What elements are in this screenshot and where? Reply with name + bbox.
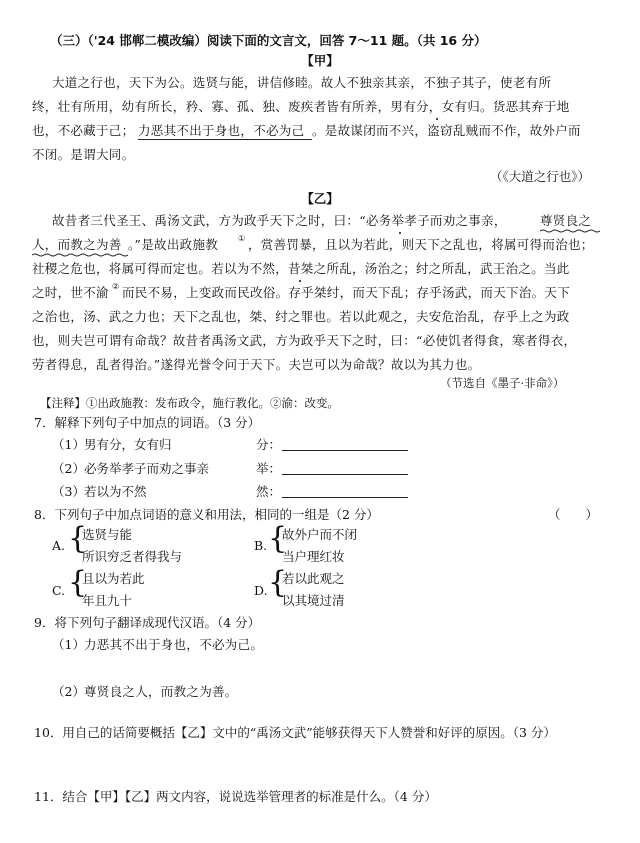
q8-option-d-sentence-2: 以其境过清	[282, 593, 345, 608]
passage-yi-label: 【乙】	[301, 191, 339, 206]
q7-title: 7．解释下列句子中加点的词语。（3 分）	[34, 415, 261, 430]
emphasis-dot-ju	[399, 232, 401, 234]
emphasis-dot-fen	[436, 118, 438, 120]
yi-line-4a: 之时，世不渝	[32, 285, 109, 300]
jia-underlined-sentence: 力恶其不出于身也，不必为己	[138, 123, 305, 138]
q11-title: 11．结合【甲】【乙】两文内容，说说选举管理者的标准是什么。（4 分）	[34, 789, 437, 804]
q8-answer-paren[interactable]: （ ）	[548, 507, 599, 522]
q8-option-b-sentence-1: 故外户而不闭	[282, 527, 358, 542]
jia-line-3a: 也，不必藏于己；	[32, 123, 135, 138]
yi-line-1b: 尊贤良之	[540, 213, 592, 228]
q7-answer-3-field[interactable]	[282, 497, 408, 498]
q7-item3-word: 然：	[256, 484, 282, 499]
yi-line-2a: 人，而教之为善	[32, 237, 122, 252]
q8-option-d-label[interactable]: D.	[254, 583, 268, 598]
jia-source: （《大道之行也》）	[490, 169, 591, 184]
q9-title: 9．将下列句子翻译成现代汉语。（4 分）	[34, 615, 261, 630]
q7-answer-2-field[interactable]	[282, 474, 408, 475]
footnote-marker-1: ①	[238, 234, 246, 243]
q7-item2-text: 必务举孝子而劝之事亲	[84, 461, 210, 476]
q9-item2-text: 尊贤良之人，而教之为善。	[84, 684, 238, 699]
q8-option-c-sentence-1: 且以为若此	[82, 571, 145, 586]
q7-item3-text: 若以为不然	[84, 484, 147, 499]
q9-item1-num: （1）	[52, 637, 85, 652]
yi-line-2b: 。”是故出政施教	[128, 237, 219, 252]
q8-option-a-sentence-1: 选贤与能	[82, 527, 133, 542]
q7-item2-num: （2）	[52, 461, 85, 476]
q7-item1-text: 男有分，女有归	[84, 437, 172, 452]
jia-line-4: 不闭。是谓大同。	[32, 147, 135, 162]
wavy-underline-2	[32, 253, 128, 257]
q7-item3-num: （3）	[52, 484, 85, 499]
q8-option-c-sentence-2: 年且九十	[82, 593, 133, 608]
underline-jia-sentence	[138, 139, 312, 140]
q8-option-d-sentence-1: 若以此观之	[282, 571, 345, 586]
yi-line-3: 社稷之危也，将属可得而定也。若以为不然，昔桀之所乱，汤治之；纣之所乱，武王治之。当此	[32, 261, 570, 276]
yi-line-5: 之治也，汤、武之力也；天下之乱也，桀、纣之罪也。若以此观之，夫安危治乱，存乎上之为政	[32, 309, 570, 324]
jia-line-2: 终，壮有所用，幼有所长，矜、寡、孤、独、废疾者皆有所养，男有分，女有归。货恶其弃于地	[32, 99, 570, 114]
passage-jia-label: 【甲】	[301, 53, 339, 68]
emphasis-dot-ran	[299, 280, 301, 282]
yi-line-7: 劳者得息，乱者得治。”遂得光誉令问于天下。夫岂可以为命哉？故以为其力也。	[32, 357, 481, 372]
q7-answer-1-field[interactable]	[282, 450, 408, 451]
section-header: （三）（'24 邯郸二模改编）阅读下面的文言文，回答 7～11 题。（共 16 分）	[50, 33, 487, 48]
brace-d: {	[268, 565, 288, 600]
jia-line-1: 大道之行也，天下为公。选贤与能，讲信修睦。故人不独亲其亲，不独子其子，使老有所	[52, 75, 552, 90]
annotations: 【注释】①出政施教：发布政令，施行教化。②渝：改变。	[40, 396, 339, 410]
yi-line-2c: ，赏善罚暴，且以为若此，则天下之乱也，将属可得而治也；	[248, 237, 594, 252]
q8-option-b-sentence-2: 当户理红妆	[282, 549, 345, 564]
yi-line-4b: 而民不易，上变政而民改俗。存乎桀纣，而天下乱；存乎汤武，而天下治。天下	[122, 285, 571, 300]
q8-option-c-label[interactable]: C.	[52, 583, 66, 598]
brace-c: {	[68, 565, 88, 600]
q7-item1-word: 分：	[256, 437, 282, 452]
q8-option-a-label[interactable]: A.	[52, 538, 66, 553]
q10-title: 10．用自己的话简要概括【乙】文中的“禹汤文武”能够获得天下人赞誉和好评的原因。（3 分）	[34, 725, 556, 740]
q9-item2-num: （2）	[52, 684, 85, 699]
q7-item2-word: 举：	[256, 461, 282, 476]
yi-line-6: 也，则夫岂可谓有命哉？故昔者禹汤文武，方为政乎天下之时，曰：“必使饥者得食，寒者得衣，	[32, 333, 577, 348]
q8-option-a-sentence-2: 所识穷乏者得我与	[82, 549, 183, 564]
q8-option-b-label[interactable]: B.	[254, 538, 268, 553]
brace-b: {	[268, 521, 288, 556]
footnote-marker-2: ②	[112, 282, 120, 291]
jia-line-3c: 。是故谋闭而不兴，盗窃乱贼而不作，故外户而	[312, 123, 581, 138]
yi-source: （节选自《墨子·非命》）	[440, 376, 565, 390]
yi-line-1a: 故昔者三代圣王、禹汤文武，方为政乎天下之时，曰：“必务举孝子而劝之事亲，	[52, 213, 507, 228]
q9-item1-text: 力恶其不出于身也，不必为己。	[84, 637, 264, 652]
brace-a: {	[68, 521, 88, 556]
q7-item1-num: （1）	[52, 437, 85, 452]
wavy-underline-1	[540, 229, 602, 233]
q8-title: 8．下列句子中加点词语的意义和用法，相同的一组是（2 分）	[34, 507, 379, 522]
